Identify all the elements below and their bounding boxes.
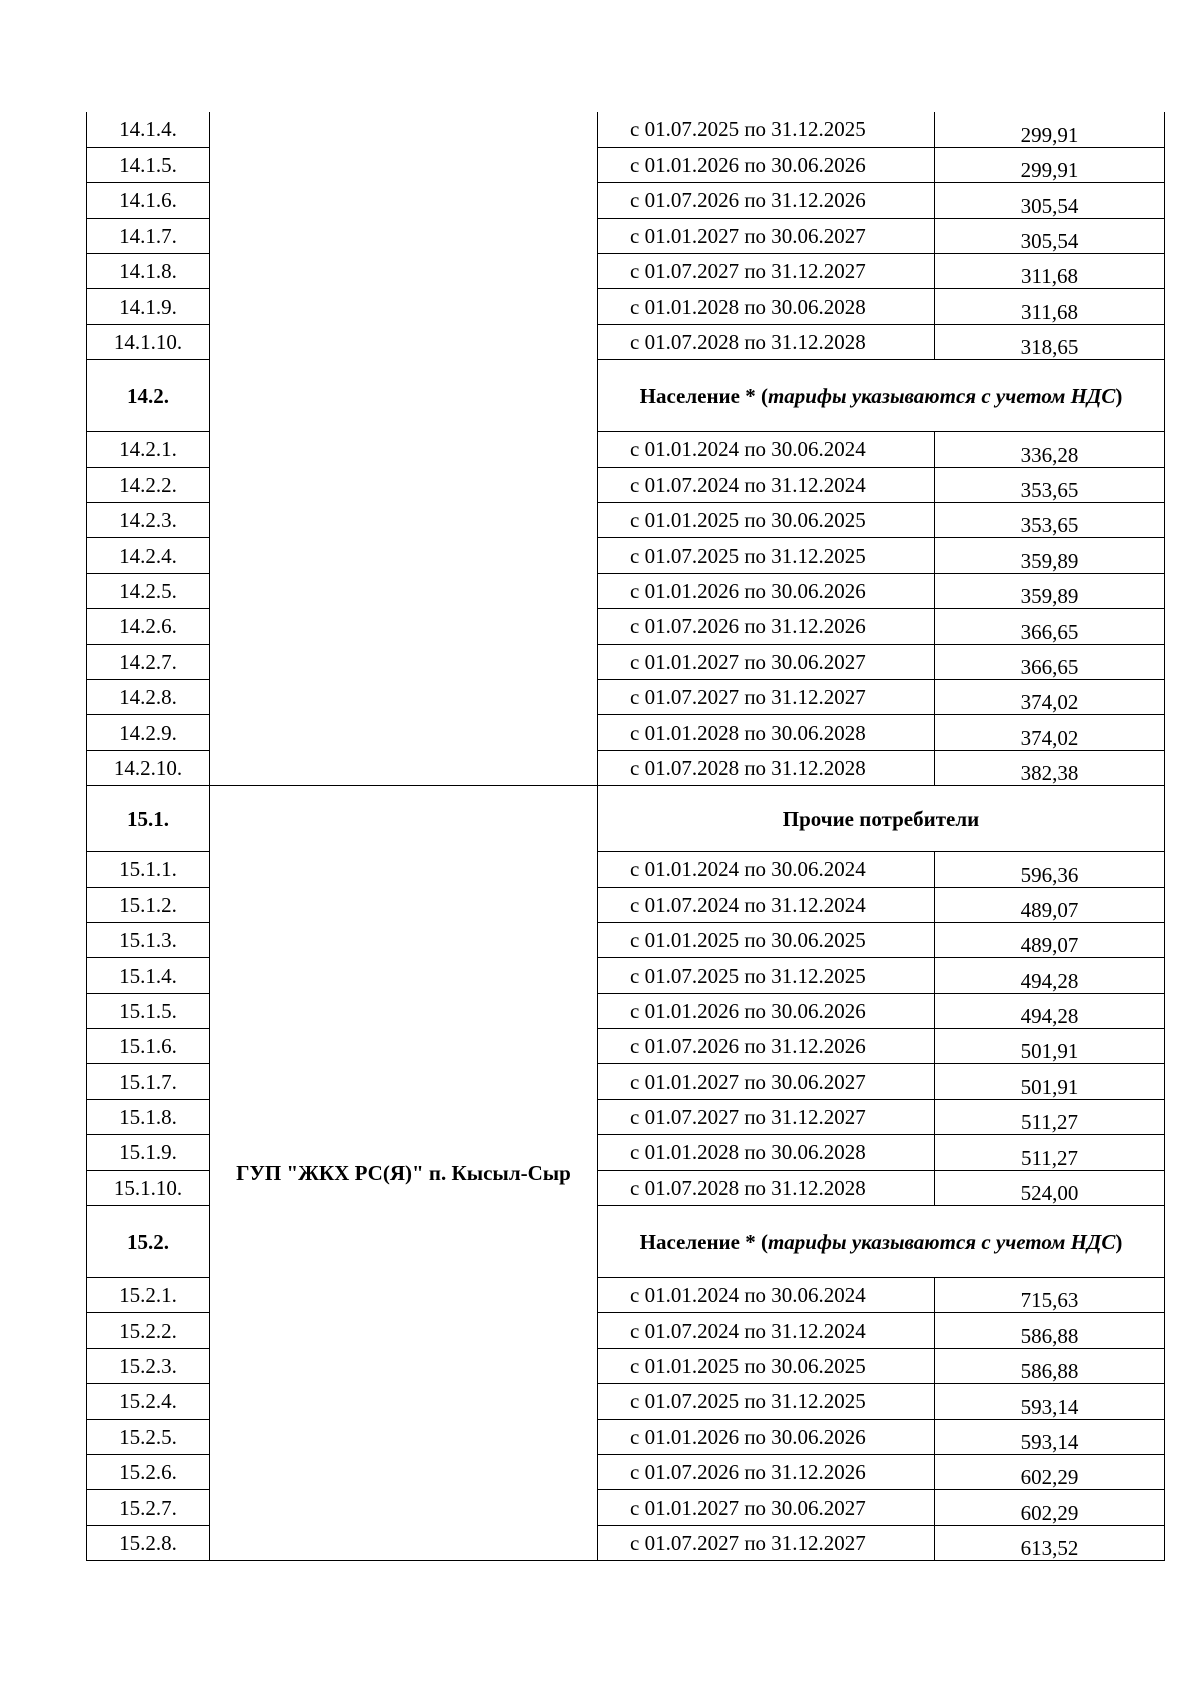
period-cell: с 01.07.2025 по 31.12.2025 bbox=[598, 1384, 935, 1419]
period-cell: с 01.07.2027 по 31.12.2027 bbox=[598, 254, 935, 289]
period-cell: с 01.07.2025 по 31.12.2025 bbox=[598, 958, 935, 993]
period-cell: с 01.01.2025 по 30.06.2025 bbox=[598, 503, 935, 538]
row-number: 15.1.1. bbox=[87, 852, 210, 887]
price-cell: 494,28 bbox=[935, 958, 1165, 993]
price-cell: 305,54 bbox=[935, 218, 1165, 253]
row-number: 15.2.6. bbox=[87, 1455, 210, 1490]
row-number: 14.1.9. bbox=[87, 289, 210, 324]
row-number: 15.1.2. bbox=[87, 887, 210, 922]
price-cell: 613,52 bbox=[935, 1525, 1165, 1560]
organization-name: ГУП "ЖКХ РС(Я)" п. Кысыл-Сыр bbox=[210, 786, 598, 1561]
row-number: 14.2.8. bbox=[87, 679, 210, 714]
price-cell: 359,89 bbox=[935, 538, 1165, 573]
period-cell: с 01.01.2027 по 30.06.2027 bbox=[598, 1064, 935, 1099]
row-number: 14.2.6. bbox=[87, 609, 210, 644]
price-cell: 489,07 bbox=[935, 922, 1165, 957]
section-number: 15.1. bbox=[87, 786, 210, 852]
price-cell: 382,38 bbox=[935, 750, 1165, 785]
period-cell: с 01.07.2025 по 31.12.2025 bbox=[598, 538, 935, 573]
period-cell: с 01.07.2028 по 31.12.2028 bbox=[598, 324, 935, 359]
period-cell: с 01.07.2024 по 31.12.2024 bbox=[598, 1313, 935, 1348]
section-number: 15.2. bbox=[87, 1206, 210, 1278]
period-cell: с 01.01.2024 по 30.06.2024 bbox=[598, 852, 935, 887]
period-cell: с 01.07.2026 по 31.12.2026 bbox=[598, 183, 935, 218]
row-number: 15.1.9. bbox=[87, 1135, 210, 1170]
price-cell: 489,07 bbox=[935, 887, 1165, 922]
price-cell: 586,88 bbox=[935, 1348, 1165, 1383]
period-cell: с 01.01.2026 по 30.06.2026 bbox=[598, 1419, 935, 1454]
row-number: 14.2.1. bbox=[87, 432, 210, 467]
row-number: 14.1.7. bbox=[87, 218, 210, 253]
row-number: 15.2.5. bbox=[87, 1419, 210, 1454]
period-cell: с 01.01.2025 по 30.06.2025 bbox=[598, 1348, 935, 1383]
section-title: Население * (тарифы указываются с учетом НДС) bbox=[598, 360, 1165, 432]
row-number: 14.1.10. bbox=[87, 324, 210, 359]
price-cell: 586,88 bbox=[935, 1313, 1165, 1348]
row-number: 15.1.7. bbox=[87, 1064, 210, 1099]
period-cell: с 01.07.2027 по 31.12.2027 bbox=[598, 1525, 935, 1560]
price-cell: 511,27 bbox=[935, 1135, 1165, 1170]
row-number: 15.2.4. bbox=[87, 1384, 210, 1419]
row-number: 15.2.2. bbox=[87, 1313, 210, 1348]
period-cell: с 01.01.2024 по 30.06.2024 bbox=[598, 1278, 935, 1313]
price-cell: 602,29 bbox=[935, 1490, 1165, 1525]
row-number: 15.1.6. bbox=[87, 1029, 210, 1064]
section-title: Население * (тарифы указываются с учетом НДС) bbox=[598, 1206, 1165, 1278]
row-number: 15.1.5. bbox=[87, 993, 210, 1028]
price-cell: 299,91 bbox=[935, 147, 1165, 182]
period-cell: с 01.01.2026 по 30.06.2026 bbox=[598, 993, 935, 1028]
row-number: 15.1.4. bbox=[87, 958, 210, 993]
price-cell: 311,68 bbox=[935, 289, 1165, 324]
row-number: 14.2.5. bbox=[87, 573, 210, 608]
period-cell: с 01.01.2027 по 30.06.2027 bbox=[598, 218, 935, 253]
period-cell: с 01.01.2027 по 30.06.2027 bbox=[598, 1490, 935, 1525]
price-cell: 524,00 bbox=[935, 1170, 1165, 1205]
row-number: 14.2.9. bbox=[87, 715, 210, 750]
price-cell: 501,91 bbox=[935, 1029, 1165, 1064]
period-cell: с 01.07.2027 по 31.12.2027 bbox=[598, 1099, 935, 1134]
price-cell: 366,65 bbox=[935, 609, 1165, 644]
row-number: 14.2.7. bbox=[87, 644, 210, 679]
section-number: 14.2. bbox=[87, 360, 210, 432]
row-number: 14.1.6. bbox=[87, 183, 210, 218]
price-cell: 353,65 bbox=[935, 467, 1165, 502]
row-number: 15.1.8. bbox=[87, 1099, 210, 1134]
price-cell: 359,89 bbox=[935, 573, 1165, 608]
row-number: 15.2.8. bbox=[87, 1525, 210, 1560]
period-cell: с 01.07.2027 по 31.12.2027 bbox=[598, 679, 935, 714]
period-cell: с 01.07.2026 по 31.12.2026 bbox=[598, 609, 935, 644]
price-cell: 374,02 bbox=[935, 679, 1165, 714]
price-cell: 596,36 bbox=[935, 852, 1165, 887]
price-cell: 494,28 bbox=[935, 993, 1165, 1028]
row-number: 14.1.4. bbox=[87, 112, 210, 147]
price-cell: 311,68 bbox=[935, 254, 1165, 289]
price-cell: 602,29 bbox=[935, 1455, 1165, 1490]
price-cell: 593,14 bbox=[935, 1419, 1165, 1454]
period-cell: с 01.01.2027 по 30.06.2027 bbox=[598, 644, 935, 679]
row-number: 14.2.4. bbox=[87, 538, 210, 573]
price-cell: 715,63 bbox=[935, 1278, 1165, 1313]
period-cell: с 01.01.2028 по 30.06.2028 bbox=[598, 289, 935, 324]
row-number: 14.1.5. bbox=[87, 147, 210, 182]
table-row bbox=[87, 112, 1165, 147]
period-cell: с 01.01.2028 по 30.06.2028 bbox=[598, 715, 935, 750]
period-cell: с 01.01.2026 по 30.06.2026 bbox=[598, 573, 935, 608]
row-number: 15.2.1. bbox=[87, 1278, 210, 1313]
period-cell: с 01.01.2024 по 30.06.2024 bbox=[598, 432, 935, 467]
row-number: 14.2.2. bbox=[87, 467, 210, 502]
row-number: 15.1.10. bbox=[87, 1170, 210, 1205]
period-cell: с 01.01.2025 по 30.06.2025 bbox=[598, 922, 935, 957]
period-cell: с 01.01.2028 по 30.06.2028 bbox=[598, 1135, 935, 1170]
row-number: 15.2.7. bbox=[87, 1490, 210, 1525]
section-header-row bbox=[87, 786, 1165, 852]
row-number: 14.2.10. bbox=[87, 750, 210, 785]
price-cell: 318,65 bbox=[935, 324, 1165, 359]
tariff-table bbox=[86, 112, 1165, 1561]
price-cell: 353,65 bbox=[935, 503, 1165, 538]
price-cell: 374,02 bbox=[935, 715, 1165, 750]
price-cell: 305,54 bbox=[935, 183, 1165, 218]
period-cell: с 01.07.2028 по 31.12.2028 bbox=[598, 750, 935, 785]
price-cell: 593,14 bbox=[935, 1384, 1165, 1419]
price-cell: 366,65 bbox=[935, 644, 1165, 679]
period-cell: с 01.07.2024 по 31.12.2024 bbox=[598, 467, 935, 502]
period-cell: с 01.07.2026 по 31.12.2026 bbox=[598, 1455, 935, 1490]
period-cell: с 01.07.2026 по 31.12.2026 bbox=[598, 1029, 935, 1064]
price-cell: 299,91 bbox=[935, 112, 1165, 147]
period-cell: с 01.07.2024 по 31.12.2024 bbox=[598, 887, 935, 922]
row-number: 14.2.3. bbox=[87, 503, 210, 538]
section-title: Прочие потребители bbox=[598, 786, 1165, 852]
row-number: 14.1.8. bbox=[87, 254, 210, 289]
period-cell: с 01.01.2026 по 30.06.2026 bbox=[598, 147, 935, 182]
organization-cell-continued bbox=[210, 112, 598, 786]
price-cell: 511,27 bbox=[935, 1099, 1165, 1134]
row-number: 15.1.3. bbox=[87, 922, 210, 957]
row-number: 15.2.3. bbox=[87, 1348, 210, 1383]
price-cell: 501,91 bbox=[935, 1064, 1165, 1099]
period-cell: с 01.07.2025 по 31.12.2025 bbox=[598, 112, 935, 147]
period-cell: с 01.07.2028 по 31.12.2028 bbox=[598, 1170, 935, 1205]
price-cell: 336,28 bbox=[935, 432, 1165, 467]
